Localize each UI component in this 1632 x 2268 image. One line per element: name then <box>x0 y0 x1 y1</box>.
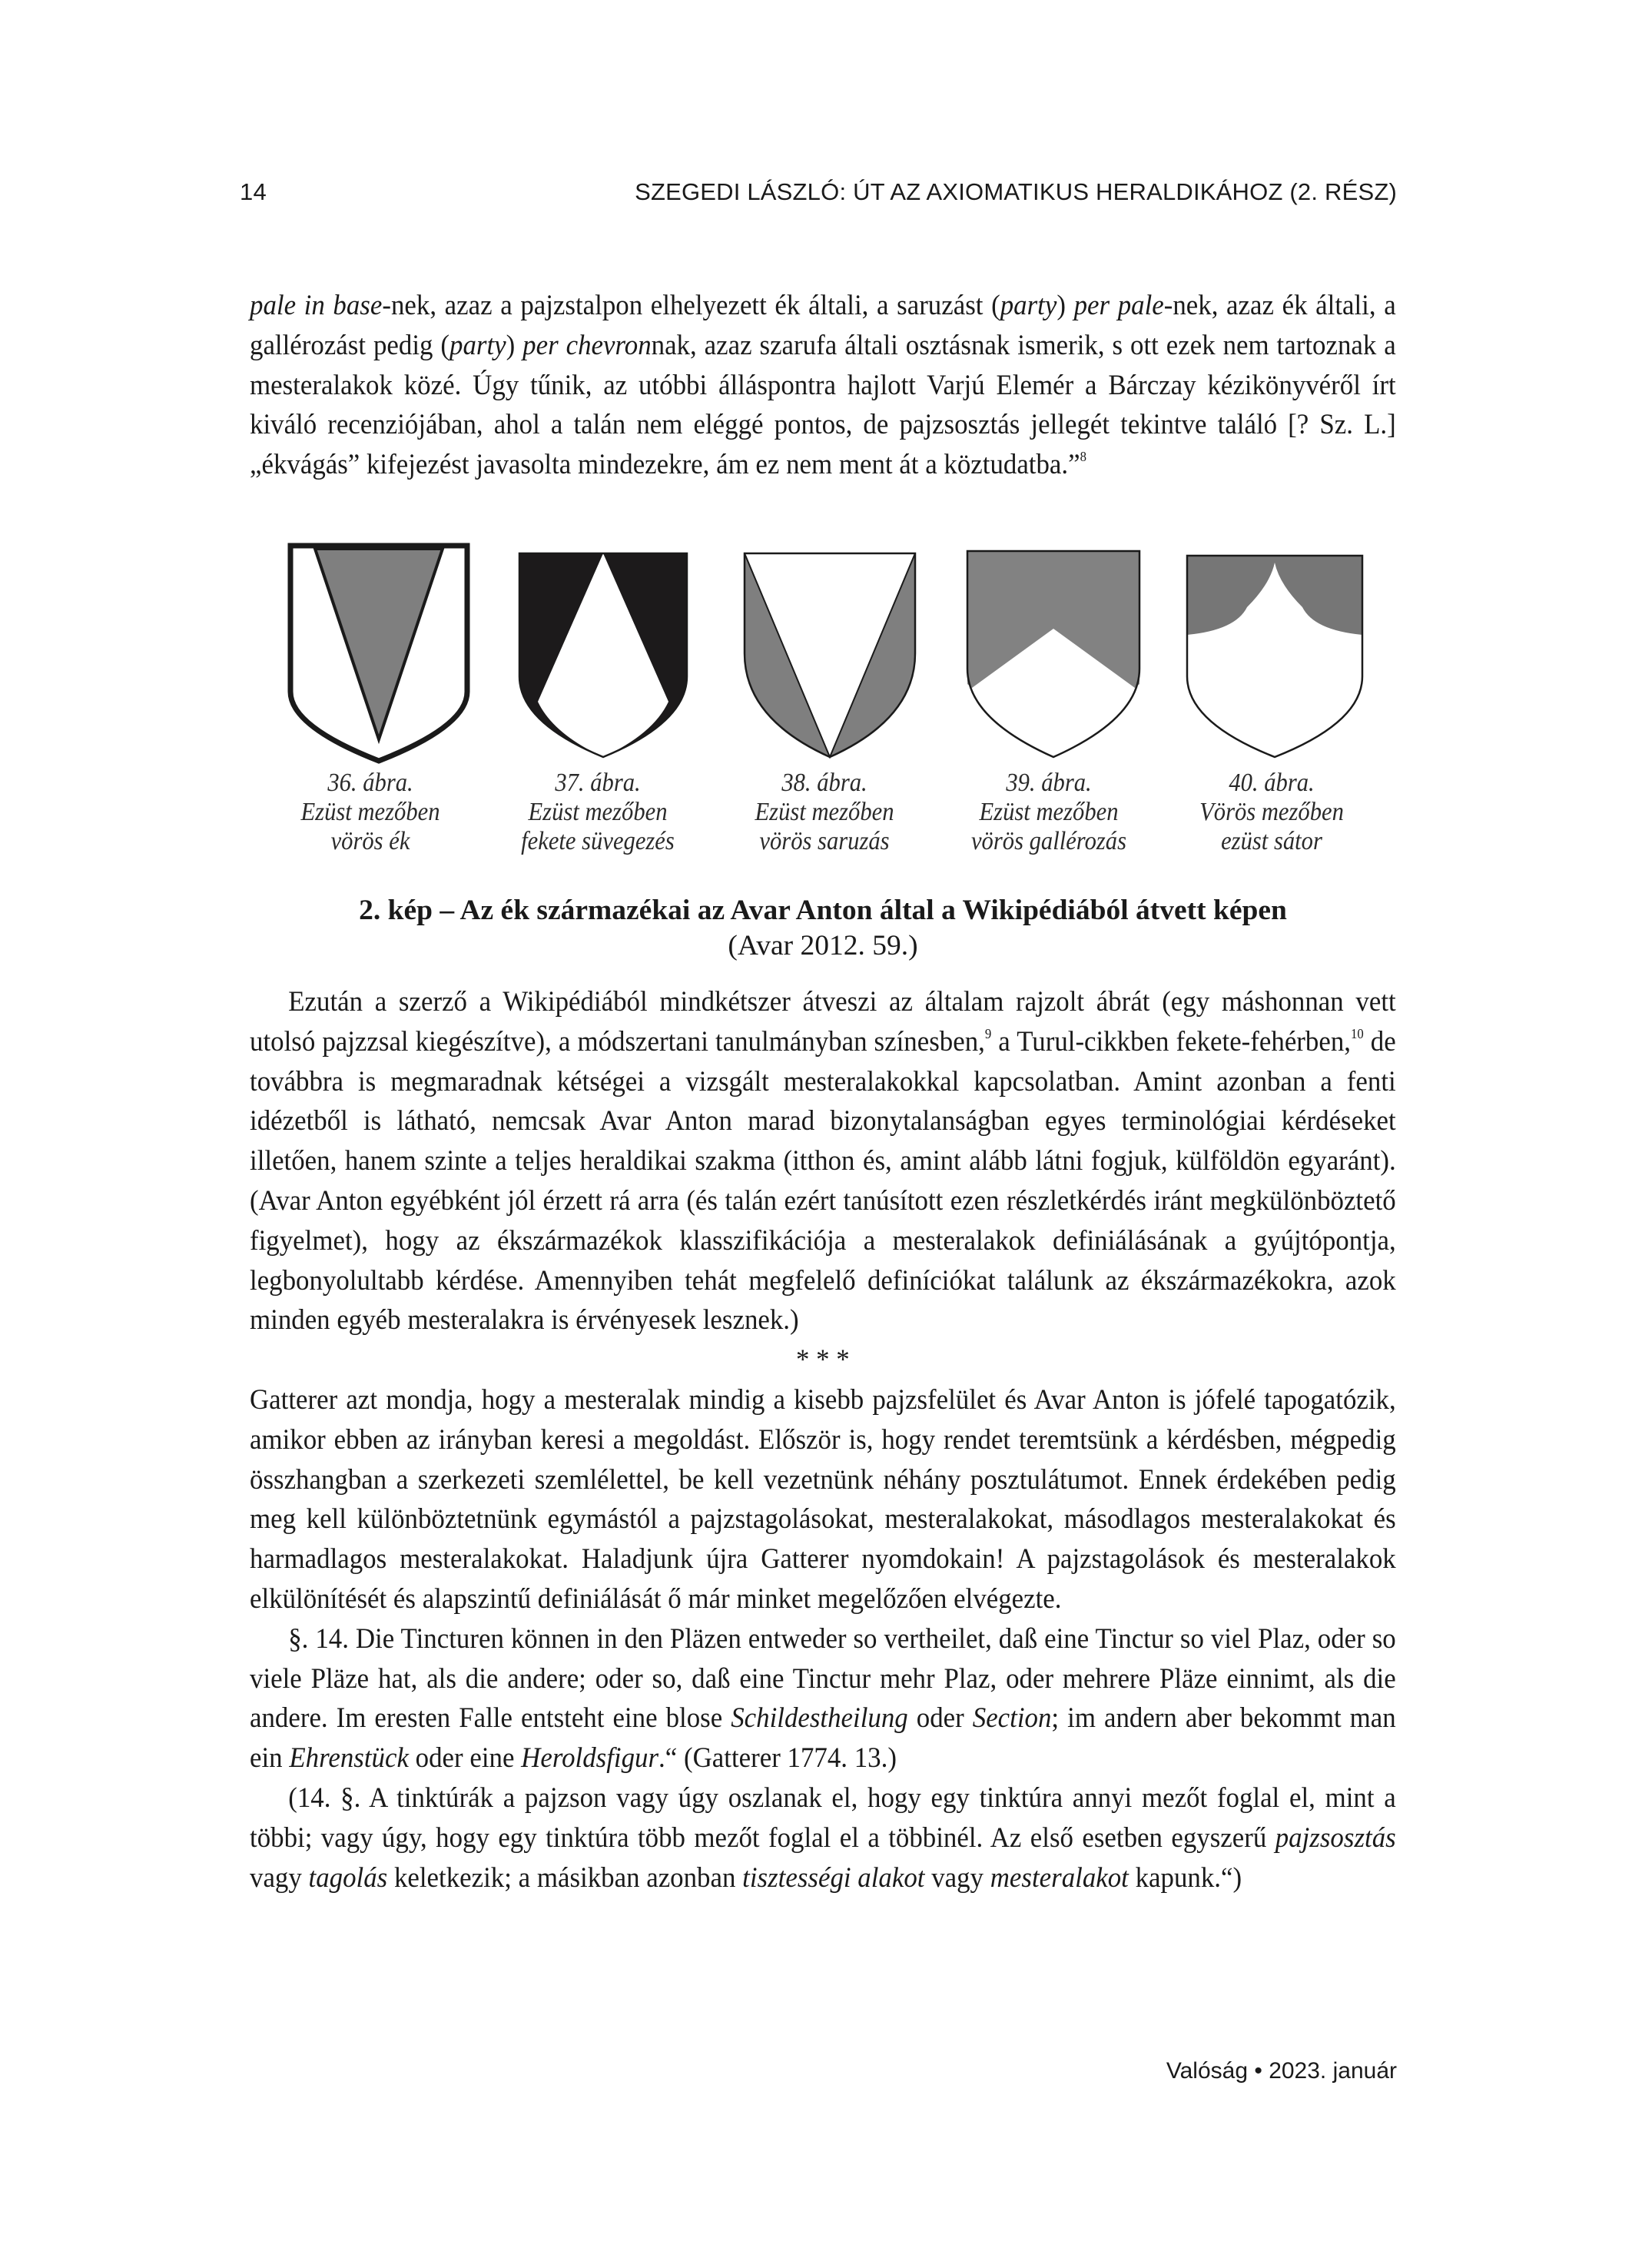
shield-chausse-icon <box>734 530 926 769</box>
term-italic: Section <box>972 1702 1052 1735</box>
shield-chape-ploye-icon <box>1179 530 1372 769</box>
shield-chape-icon <box>507 530 699 769</box>
caption-40 <box>1168 769 1375 856</box>
footnote-ref[interactable]: 10 <box>1350 1025 1364 1041</box>
text-run: -nek, azaz ék általi, a gallérozást pedig ( <box>250 290 1396 361</box>
caption-number: 37. ábra. <box>555 769 641 797</box>
caption-number: 40. ábra. <box>1229 769 1315 797</box>
text-run: vagy <box>924 1861 990 1894</box>
caption-number: 39. ábra. <box>1006 769 1092 797</box>
intro-paragraph <box>250 286 1396 485</box>
body-text <box>250 982 1396 1898</box>
caption-number: 36. ábra. <box>327 769 413 797</box>
term-italic: per pale <box>1073 290 1164 321</box>
caption-line: Vörös mezőben <box>1199 798 1344 826</box>
term-italic: pale in base <box>250 290 383 321</box>
caption-line: fekete süvegezés <box>521 827 675 855</box>
text-run: (14. §. A tinktúrák a pajzson vagy úgy oszlanak el, hogy egy tinktúra annyi mezőt foglal el, mint a többi; vagy úgy, hogy egy tinktúra több mezőt foglal el a többinél. Az első esetben egyszerű <box>250 1782 1396 1854</box>
page-number: 14 <box>240 178 267 205</box>
paragraph-2: Gatterer azt mondja, hogy a mesteralak mindig a kisebb pajzsfelület és Avar Anton is jófelé tapogatózik, amikor ebben az irányban keresi a megoldást. Először is, hogy rendet teremtsünk a kérdésben, mégpedig összhangban a szerkezeti szemlélettel, be kell vezetnünk néhány posztulátumot. Ennek érdekében pedig meg kell különböztetnünk egymástól a pajzstagolásokat, mesteralakokat, másodlagos mesteralakokat és harmadlagos mesteralakokat. Haladjunk újra Gatterer nyomdokain! A pajzstagolások és mesteralakok elkülönítését és alapszintű definiálását ő már minket megelőzően elvégezte. <box>250 1383 1396 1615</box>
term-italic: per chevron <box>522 329 652 361</box>
page-footer: Valóság • 2023. január <box>1166 2058 1397 2084</box>
paragraph-1 <box>250 982 1396 1340</box>
term-italic: Heroldsfigur <box>521 1742 659 1775</box>
running-head <box>240 178 1397 206</box>
figure-source: (Avar 2012. 59.) <box>728 930 918 961</box>
footnote-ref[interactable]: 9 <box>984 1025 992 1041</box>
caption-38 <box>721 769 928 856</box>
text-run: oder <box>907 1702 973 1735</box>
caption-line: ezüst sátor <box>1221 827 1322 855</box>
text-run: ) <box>1056 290 1074 321</box>
figure-title: 2. kép – Az ék származékai az Avar Anton által a Wikipédiából átvett képen <box>359 895 1287 926</box>
caption-number: 38. ábra. <box>781 769 867 797</box>
term-italic: mesteralakot <box>990 1861 1129 1894</box>
german-quote <box>250 1619 1396 1778</box>
term-italic: party <box>449 329 506 361</box>
caption-line: Ezüst mezőben <box>528 798 668 826</box>
caption-line: vörös gallérozás <box>970 827 1127 855</box>
text-run: ) <box>506 329 523 361</box>
caption-37 <box>494 769 702 856</box>
caption-36 <box>267 769 474 856</box>
hungarian-translation <box>250 1778 1396 1898</box>
text-run: keletkezik; a másikban azonban <box>387 1861 743 1894</box>
caption-line: Ezüst mezőben <box>300 798 440 826</box>
caption-39 <box>945 769 1153 856</box>
text-run: kapunk.“) <box>1128 1861 1242 1894</box>
footnote-ref[interactable]: 8 <box>1080 449 1086 465</box>
caption-line: Ezüst mezőben <box>979 798 1119 826</box>
caption-line: vörös saruzás <box>759 827 890 855</box>
running-title: SZEGEDI LÁSZLÓ: ÚT AZ AXIOMATIKUS HERALDIKÁHOZ (2. RÉSZ) <box>635 178 1397 205</box>
term-italic: party <box>1000 290 1057 321</box>
text-run: nak, azaz szarufa általi osztásnak ismerik, s ott ezek nem tartoznak a mesteralakok közé. Úgy tűnik, az utóbbi álláspontra hajlott Varjú Elemér a Bárczay kézikönyvéről írt kiváló recenziójában, ahol a talán nem eléggé pontos, de pajzsosztás jellegét tekintve találó [? Sz. L.] „ékvágás” kifejezést javasolta mindezekre, ám ez nem ment át a köztudatba.” <box>250 329 1396 481</box>
shield-chevron-icon <box>957 530 1149 769</box>
text-run: de továbbra is megmaradnak kétségei a vizsgált mesteralakokkal kapcsolatban. Amint azonban a fenti idézetből is látható, nemcsak Avar Anton marad bizonytalanságban egyes terminológiai kérdéseket illetően, hanem szinte a teljes heraldikai szakma (itthon és, amint alább látni fogjuk, külföldön egyaránt). (Avar Anton egyébként jól érzett rá arra (és talán ezért tanúsított ezen részletkérdés iránt megkülönböztető figyelmet), hogy az ékszármazékok klasszifikációja a mesteralakok definiálásának a gyújtópontja, legbonyolultabb kérdése. Amennyiben tehát megfelelő definíciókat találunk az ékszármazékokra, azok minden egyéb mesteralakra is érvényesek lesznek.) <box>250 1025 1396 1337</box>
text-run: .“ (Gatterer 1774. 13.) <box>658 1742 897 1775</box>
text-run: a Turul-cikkben fekete-fehérben, <box>991 1025 1351 1058</box>
term-italic: Ehrenstück <box>289 1742 409 1775</box>
caption-line: Ezüst mezőben <box>755 798 894 826</box>
text-run: Ezután a szerző a Wikipédiából mindkétszer átveszi az általam rajzolt ábrát (egy máshonnan vett utolsó pajzzsal kiegészítve), a módszertani tanulmányban színesben, <box>250 986 1396 1058</box>
text-run: vagy <box>250 1861 309 1894</box>
term-italic: tagolás <box>308 1861 388 1894</box>
shield-pile-icon <box>283 530 475 769</box>
text-run: ; im andern aber bekommt man ein <box>250 1702 1396 1775</box>
text-run: §. 14. Die Tincturen können in den Pläzen entweder so vertheilet, daß eine Tinctur so viel Plaz, oder so viele Pläze hat, als die andere; oder so, daß eine Tinctur mehr Plaz, oder mehrere Pläze einnimt, als die andere. Im eresten Falle entsteht eine blose <box>250 1622 1396 1735</box>
figure-title-block <box>250 893 1396 964</box>
caption-line: vörös ék <box>330 827 410 855</box>
text-run: oder eine <box>408 1742 522 1775</box>
term-italic: pajzsosztás <box>1275 1821 1396 1854</box>
shield-figure <box>261 530 1375 769</box>
text-run: -nek, azaz a pajzstalpon elhelyezett ék általi, a saruzást ( <box>382 290 1000 321</box>
term-italic: Schildestheilung <box>731 1702 908 1735</box>
term-italic: tisztességi alakot <box>742 1861 925 1894</box>
section-separator: * * * <box>795 1344 850 1376</box>
